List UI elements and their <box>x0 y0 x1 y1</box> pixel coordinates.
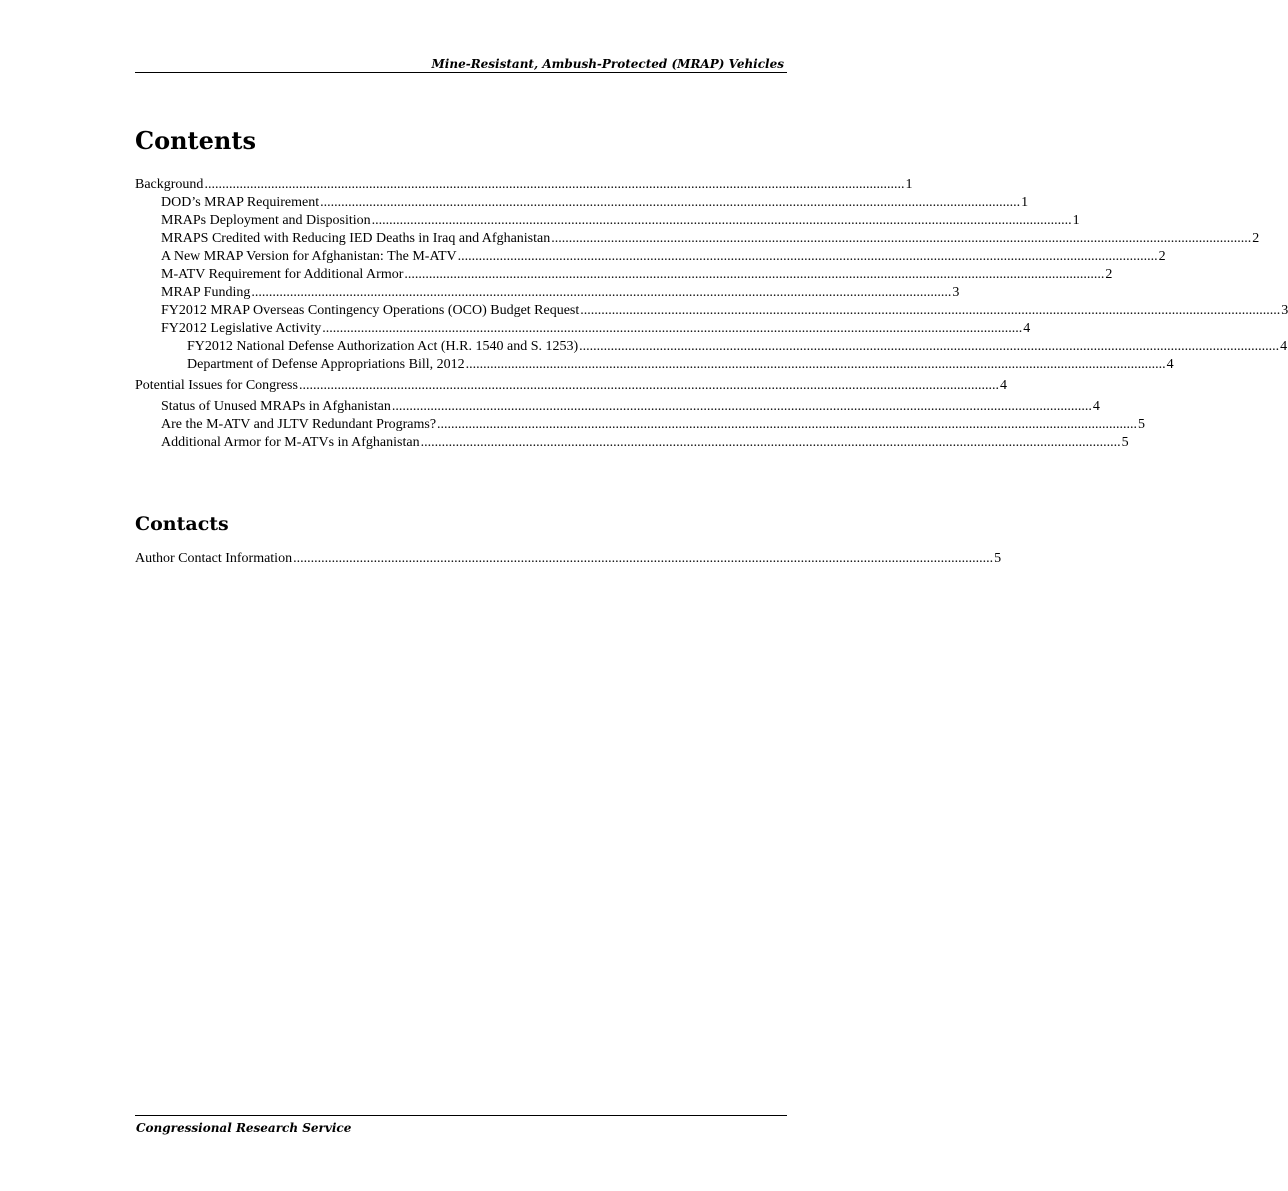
contacts-heading: Contacts <box>135 513 229 535</box>
toc-entry-title: FY2012 Legislative Activity <box>161 321 322 336</box>
toc-entry-matv-armor-requirement[interactable] <box>135 266 1113 284</box>
toc-entry-page: 5 <box>994 551 1002 566</box>
footer-organization: Congressional Research Service <box>136 1121 352 1135</box>
toc-entry-page: 5 <box>1121 435 1129 450</box>
toc-entry-title: DOD’s MRAP Requirement <box>161 195 320 210</box>
toc-entry-title: MRAPS Credited with Reducing IED Deaths in Iraq and Afghanistan <box>161 231 551 246</box>
toc-entry-author-contact[interactable] <box>135 550 1002 568</box>
toc-entry-title: Department of Defense Appropriations Bill, 2012 <box>187 357 465 372</box>
table-of-contents <box>135 176 1288 452</box>
toc-leader-dots: ........................................................................................................................................................................................................ <box>293 551 994 566</box>
toc-entry-title: Are the M-ATV and JLTV Redundant Programs? <box>161 417 437 432</box>
running-header: Mine-Resistant, Ambush-Protected (MRAP) Vehicles <box>431 57 784 71</box>
toc-entry-fy2012-ndaa[interactable] <box>135 338 1288 356</box>
toc-entry-fy2012-oco-budget[interactable] <box>135 302 1288 320</box>
toc-entry-page: 3 <box>952 285 960 300</box>
toc-entry-potential-issues[interactable] <box>135 377 1007 395</box>
toc-entry-page: 5 <box>1138 417 1146 432</box>
toc-entry-page: 2 <box>1105 267 1113 282</box>
toc-entry-page: 4 <box>1023 321 1031 336</box>
toc-entry-matv-jltv-redundant[interactable] <box>135 416 1146 434</box>
toc-entry-title: MRAPs Deployment and Disposition <box>161 213 371 228</box>
toc-entry-dod-appropriations[interactable] <box>135 356 1174 374</box>
toc-leader-dots: ........................................................................................................................................................................................................ <box>322 321 1023 336</box>
toc-entry-title: A New MRAP Version for Afghanistan: The M-ATV <box>161 249 457 264</box>
toc-entry-title: MRAP Funding <box>161 285 251 300</box>
toc-entry-page: 4 <box>1166 357 1174 372</box>
contents-heading: Contents <box>135 126 256 155</box>
toc-leader-dots: ........................................................................................................................................................................................................ <box>204 177 905 192</box>
toc-entry-mrap-funding[interactable] <box>135 284 960 302</box>
toc-entry-title: Background <box>135 177 204 192</box>
toc-leader-dots: ........................................................................................................................................................................................................ <box>437 417 1138 432</box>
toc-entry-title: Additional Armor for M-ATVs in Afghanistan <box>161 435 420 450</box>
toc-leader-dots: ........................................................................................................................................................................................................ <box>457 249 1158 264</box>
toc-leader-dots: ........................................................................................................................................................................................................ <box>551 231 1252 246</box>
toc-leader-dots: ........................................................................................................................................................................................................ <box>404 267 1105 282</box>
toc-entry-title: M-ATV Requirement for Additional Armor <box>161 267 404 282</box>
footer-rule <box>135 1115 787 1116</box>
toc-entry-title: FY2012 National Defense Authorization Act (H.R. 1540 and S. 1253) <box>187 339 579 354</box>
toc-entry-mraps-deployment[interactable] <box>135 212 1080 230</box>
toc-entry-page: 2 <box>1252 231 1260 246</box>
toc-entry-additional-armor[interactable] <box>135 434 1129 452</box>
toc-entry-page: 1 <box>905 177 913 192</box>
toc-entry-background[interactable] <box>135 176 913 194</box>
toc-leader-dots: ........................................................................................................................................................................................................ <box>579 339 1280 354</box>
toc-entry-page: 4 <box>999 378 1007 393</box>
toc-entry-title: Status of Unused MRAPs in Afghanistan <box>161 399 391 414</box>
toc-entry-title: Potential Issues for Congress <box>135 378 298 393</box>
toc-entry-dod-mrap-requirement[interactable] <box>135 194 1029 212</box>
toc-entry-page: 2 <box>1158 249 1166 264</box>
toc-leader-dots: ........................................................................................................................................................................................................ <box>298 378 999 393</box>
contacts-list <box>135 550 1002 568</box>
toc-leader-dots: ........................................................................................................................................................................................................ <box>371 213 1072 228</box>
toc-entry-page: 3 <box>1281 303 1288 318</box>
toc-entry-page: 4 <box>1092 399 1100 414</box>
header-rule <box>135 72 787 73</box>
toc-leader-dots: ........................................................................................................................................................................................................ <box>320 195 1021 210</box>
toc-entry-title: FY2012 MRAP Overseas Contingency Operations (OCO) Budget Request <box>161 303 580 318</box>
toc-leader-dots: ........................................................................................................................................................................................................ <box>420 435 1121 450</box>
toc-entry-fy2012-legislative[interactable] <box>135 320 1031 338</box>
toc-leader-dots: ........................................................................................................................................................................................................ <box>580 303 1281 318</box>
toc-entry-mraps-credited[interactable] <box>135 230 1260 248</box>
toc-entry-new-mrap-version[interactable] <box>135 248 1166 266</box>
toc-leader-dots: ........................................................................................................................................................................................................ <box>465 357 1166 372</box>
toc-leader-dots: ........................................................................................................................................................................................................ <box>251 285 952 300</box>
toc-entry-page: 1 <box>1072 213 1080 228</box>
toc-entry-unused-mraps[interactable] <box>135 398 1100 416</box>
toc-leader-dots: ........................................................................................................................................................................................................ <box>391 399 1092 414</box>
toc-entry-page: 4 <box>1280 339 1288 354</box>
toc-entry-page: 1 <box>1021 195 1029 210</box>
toc-entry-title: Author Contact Information <box>135 551 293 566</box>
